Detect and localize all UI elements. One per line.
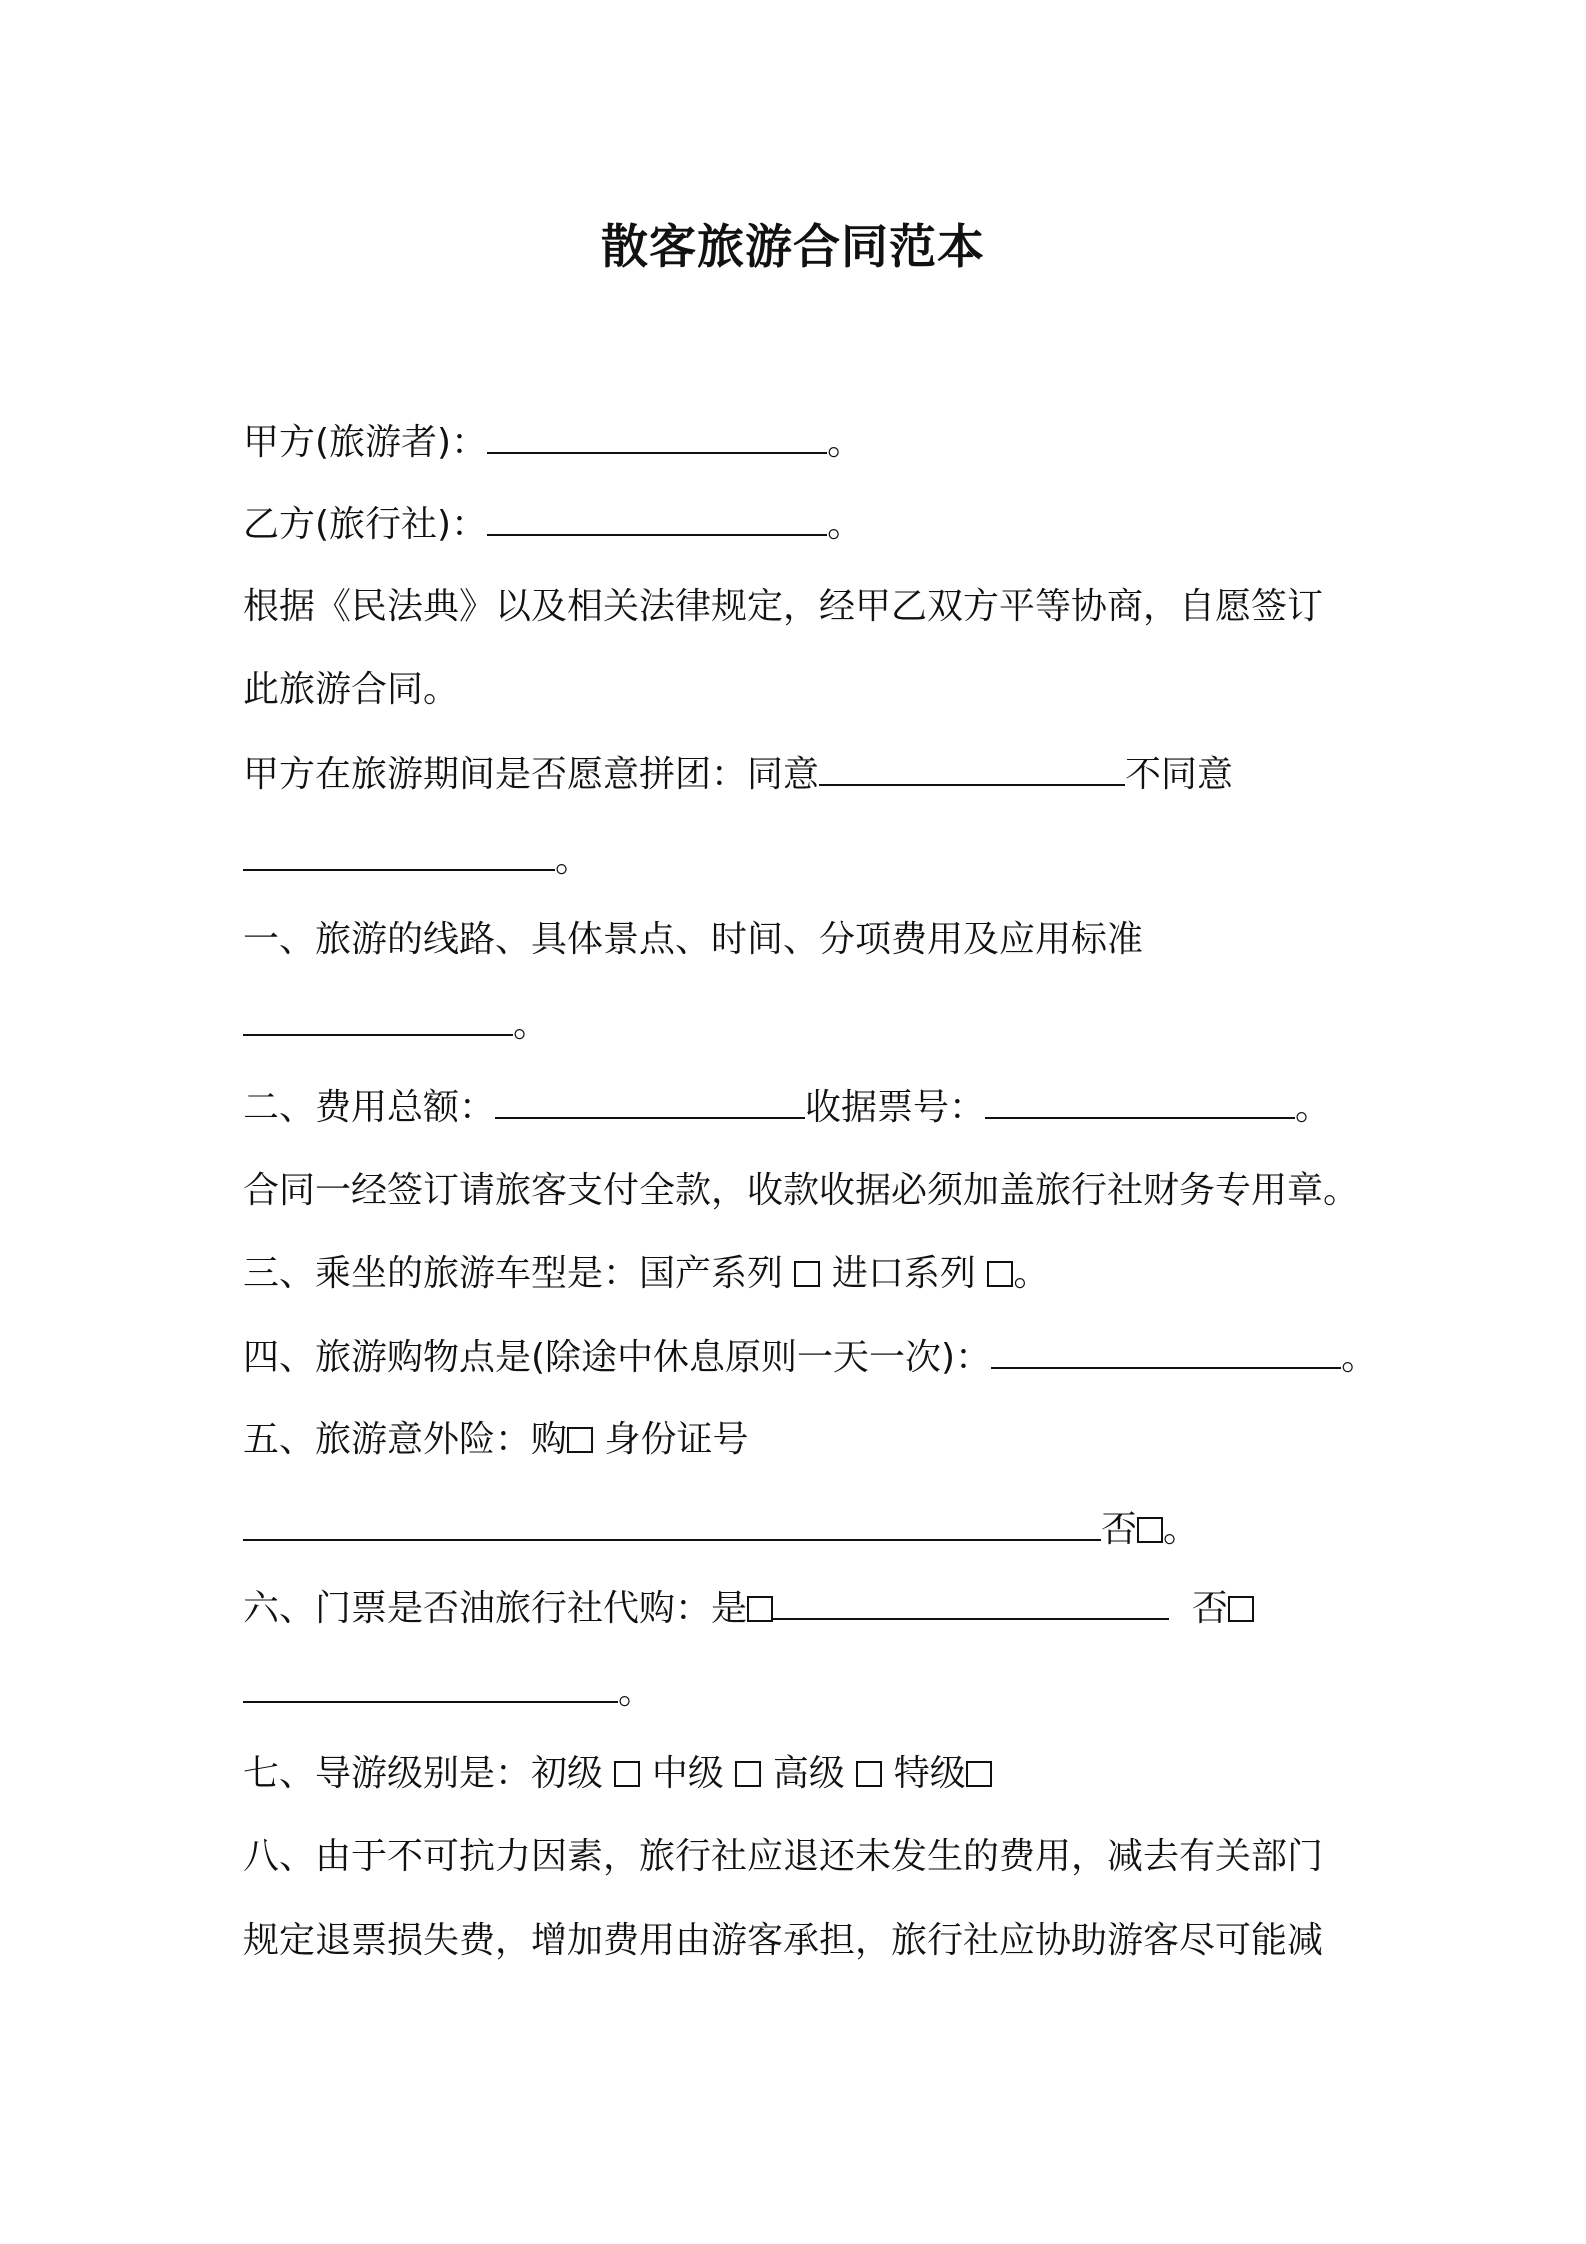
receipt-blank[interactable] [985, 1083, 1295, 1119]
ticket-no-blank[interactable] [243, 1667, 618, 1703]
ticket-yes-blank[interactable] [773, 1584, 1169, 1620]
section-3-end: 。 [1013, 1253, 1050, 1294]
guide-mid-label: 中级 [651, 1753, 724, 1794]
imported-checkbox[interactable] [987, 1261, 1013, 1287]
party-a-line [243, 418, 863, 466]
group-line [243, 750, 1233, 798]
section-5-blank-line [243, 1505, 1199, 1553]
party-a-end: 。 [827, 422, 864, 463]
party-b-blank[interactable] [487, 500, 827, 536]
document-title: 散客旅游合同范本 [601, 220, 985, 275]
total-label: 二、费用总额： [243, 1087, 496, 1128]
guide-special-checkbox[interactable] [966, 1761, 992, 1787]
insurance-no-label: 否 [1101, 1509, 1138, 1550]
section-5-label: 五、旅游意外险：购 [243, 1419, 568, 1460]
section-1-blank-line [243, 1000, 549, 1048]
guide-special-label: 特级 [893, 1753, 966, 1794]
party-b-end: 。 [827, 504, 864, 545]
group-end: 。 [555, 839, 592, 880]
section-6-line [243, 1584, 1254, 1632]
section-6-blank-line [243, 1667, 654, 1715]
section-3-label: 三、乘坐的旅游车型是：国产系列 [243, 1253, 784, 1294]
section-3-line [243, 1250, 1049, 1298]
total-blank[interactable] [495, 1083, 805, 1119]
id-number-label: 身份证号 [604, 1419, 749, 1460]
section-4-end: 。 [1341, 1337, 1378, 1378]
guide-junior-checkbox[interactable] [614, 1761, 640, 1787]
guide-high-checkbox[interactable] [856, 1761, 882, 1787]
section-2-end: 。 [1295, 1087, 1332, 1128]
id-number-blank[interactable] [243, 1505, 1101, 1541]
ticket-no-checkbox[interactable] [1228, 1596, 1254, 1622]
party-a-label: 甲方(旅游者)： [243, 422, 488, 463]
guide-mid-checkbox[interactable] [735, 1761, 761, 1787]
group-disagree-label: 不同意 [1125, 754, 1234, 795]
group-agree-blank[interactable] [819, 750, 1125, 786]
section-8-line-1: 八、由于不可抗力因素，旅行社应退还未发生的费用，减去有关部门 [243, 1836, 1324, 1877]
section-1-line: 一、旅游的线路、具体景点、时间、分项费用及应用标准 [243, 919, 1144, 960]
insurance-no-checkbox[interactable] [1137, 1517, 1163, 1543]
ticket-no-label: 否 [1191, 1588, 1228, 1629]
guide-high-label: 高级 [772, 1753, 845, 1794]
group-disagree-blank[interactable] [243, 835, 555, 871]
section-5-end: 。 [1163, 1509, 1200, 1550]
section-7-line [243, 1750, 992, 1798]
party-b-line [243, 500, 863, 548]
section-1-end: 。 [513, 1004, 550, 1045]
group-line-2 [243, 835, 591, 883]
party-b-label: 乙方(旅行社)： [243, 504, 488, 545]
section-8-line-2: 规定退票损失费，增加费用由游客承担，旅行社应协助游客尽可能减 [243, 1920, 1324, 1961]
intro-line-1: 根据《民法典》以及相关法律规定，经甲乙双方平等协商，自愿签订 [243, 586, 1324, 627]
section-1-blank[interactable] [243, 1000, 513, 1036]
section-7-label: 七、导游级别是：初级 [243, 1753, 604, 1794]
section-4-line [243, 1333, 1377, 1381]
receipt-label: 收据票号： [805, 1087, 986, 1128]
section-2-note: 合同一经签订请旅客支付全款，收款收据必须加盖旅行社财务专用章。 [243, 1170, 1360, 1211]
insurance-buy-checkbox[interactable] [567, 1427, 593, 1453]
ticket-yes-checkbox[interactable] [747, 1596, 773, 1622]
section-6-label: 六、门票是否油旅行社代购：是 [243, 1588, 748, 1629]
shopping-blank[interactable] [991, 1333, 1341, 1369]
section-6-end: 。 [618, 1671, 655, 1712]
intro-line-2: 此旅游合同。 [243, 669, 460, 710]
group-label: 甲方在旅游期间是否愿意拼团：同意 [243, 754, 820, 795]
domestic-checkbox[interactable] [794, 1261, 820, 1287]
imported-label: 进口系列 [831, 1253, 976, 1294]
section-2-line [243, 1083, 1331, 1131]
section-4-label: 四、旅游购物点是(除途中休息原则一天一次)： [243, 1337, 992, 1378]
section-5-line [243, 1416, 748, 1464]
party-a-blank[interactable] [487, 418, 827, 454]
